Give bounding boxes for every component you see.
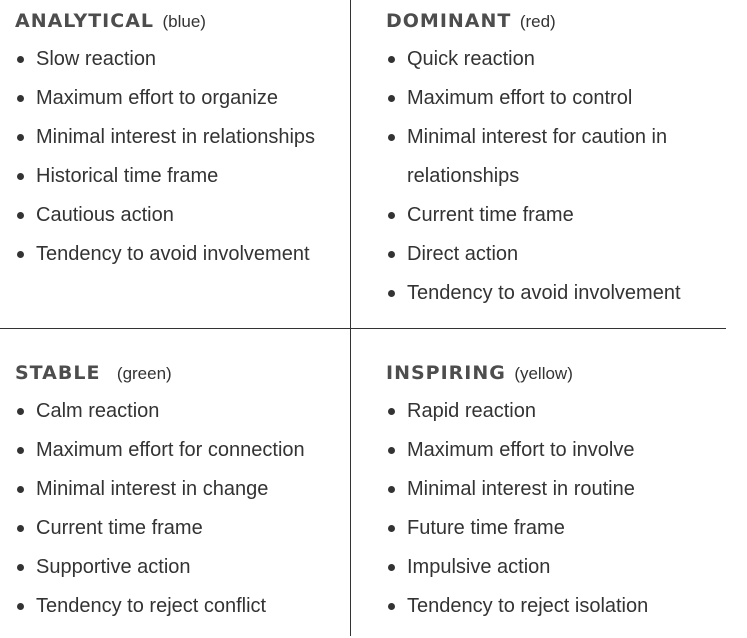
trait-item: Future time frame (386, 509, 731, 548)
trait-list (15, 392, 345, 626)
trait-item: Maximum effort to organize (15, 79, 345, 118)
quadrant-color: (blue) (162, 12, 206, 31)
trait-list (386, 392, 731, 626)
quadrant-heading (15, 360, 345, 386)
horizontal-divider (0, 328, 726, 329)
quadrant-color: (red) (519, 12, 556, 31)
trait-item: Tendency to avoid involvement (386, 274, 731, 313)
trait-item: Tendency to reject conflict (15, 587, 345, 626)
trait-item: Tendency to avoid involvement (15, 235, 345, 274)
trait-item: Minimal interest in routine (386, 470, 731, 509)
quadrant-analytical (15, 0, 345, 274)
quadrant-color: (yellow) (514, 364, 573, 383)
quadrant-name: INSPIRING (386, 362, 506, 384)
quadrant-name: ANALYTICAL (15, 10, 155, 32)
quadrant-heading (15, 8, 345, 34)
trait-list (386, 40, 731, 313)
trait-item: Direct action (386, 235, 731, 274)
quadrant-stable (15, 352, 345, 626)
trait-item: Minimal interest in change (15, 470, 345, 509)
trait-item: Slow reaction (15, 40, 345, 79)
quadrant-name: DOMINANT (386, 10, 512, 32)
quadrant-color: (green) (116, 364, 172, 383)
trait-item: Rapid reaction (386, 392, 731, 431)
trait-item: Maximum effort for connection (15, 431, 345, 470)
quadrant-name: STABLE (15, 362, 101, 384)
trait-item: Minimal interest for caution in relationships (386, 118, 731, 196)
quadrant-inspiring (386, 352, 731, 626)
quadrant-heading (386, 360, 731, 386)
trait-item: Minimal interest in relationships (15, 118, 345, 157)
trait-item: Current time frame (386, 196, 731, 235)
trait-list (15, 40, 345, 274)
trait-item: Calm reaction (15, 392, 345, 431)
trait-item: Current time frame (15, 509, 345, 548)
trait-item: Impulsive action (386, 548, 731, 587)
vertical-divider (350, 0, 351, 636)
trait-item: Historical time frame (15, 157, 345, 196)
trait-item: Cautious action (15, 196, 345, 235)
trait-item: Tendency to reject isolation (386, 587, 731, 626)
quadrant-heading (386, 8, 731, 34)
trait-item: Maximum effort to involve (386, 431, 731, 470)
quadrant-dominant (386, 0, 731, 313)
trait-item: Supportive action (15, 548, 345, 587)
trait-item: Maximum effort to control (386, 79, 731, 118)
trait-item: Quick reaction (386, 40, 731, 79)
